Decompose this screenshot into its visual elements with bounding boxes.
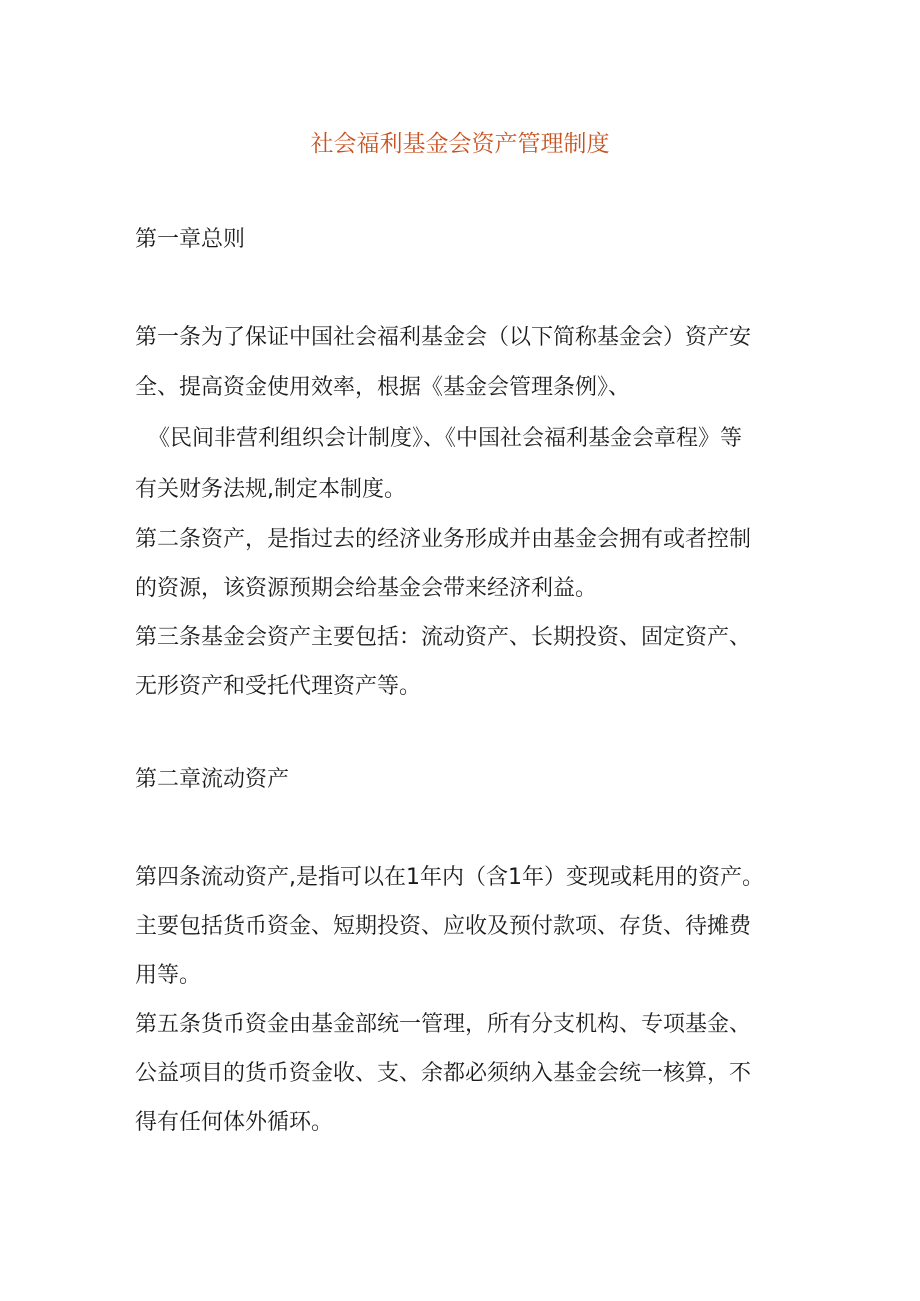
article-5-line-2: 公益项目的货币资金收、支、余都必须纳入基金会统一核算，不 [135, 1061, 752, 1086]
chapter-2-heading: 第二章流动资产 [135, 767, 290, 792]
article-3-line-2: 无形资产和受托代理资产等。 [135, 674, 422, 699]
article-1-line-1: 第一条为了保证中国社会福利基金会（以下简称基金会）资产安 [135, 325, 752, 350]
article-2-line-2: 的资源，该资源预期会给基金会带来经济利益。 [135, 576, 598, 601]
article-1-line-3: 《民间非营利组织会计制度》、《中国社会福利基金会章程》等 [148, 426, 743, 451]
article-3-line-1: 第三条基金会资产主要包括：流动资产、长期投资、固定资产、 [135, 625, 752, 650]
article-4-line-3: 用等。 [135, 963, 202, 988]
chapter-1-heading: 第一章总则 [135, 227, 246, 252]
article-2-line-1: 第二条资产，是指过去的经济业务形成并由基金会拥有或者控制 [135, 527, 752, 552]
document-title: 社会福利基金会资产管理制度 [310, 131, 610, 157]
article-1-line-2: 全、提高资金使用效率，根据《基金会管理条例》、 [135, 375, 631, 400]
article-4-line-1: 第四条流动资产,是指可以在1年内（含1年）变现或耗用的资产。 [135, 865, 764, 890]
article-5-line-1: 第五条货币资金由基金部统一管理，所有分支机构、专项基金、 [135, 1012, 752, 1037]
article-5-line-3: 得有任何体外循环。 [135, 1110, 334, 1135]
article-4-line-2: 主要包括货币资金、短期投资、应收及预付款项、存货、待摊费 [135, 914, 752, 939]
article-1-line-4: 有关财务法规,制定本制度。 [135, 477, 406, 502]
